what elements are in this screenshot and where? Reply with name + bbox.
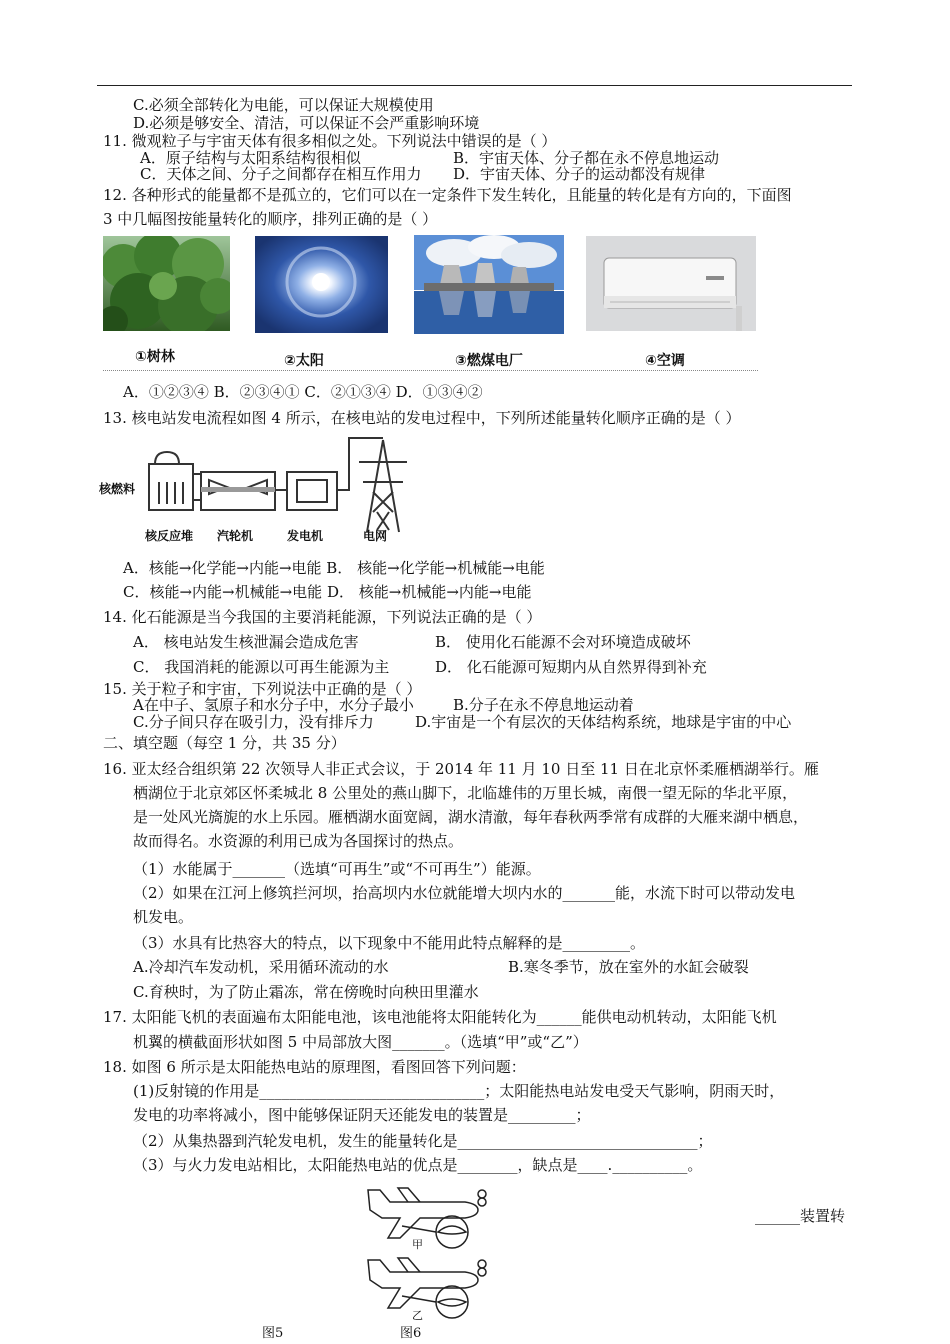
label-reactor: 核反应堆 — [145, 529, 194, 543]
nuclear-plant-diagram — [97, 432, 417, 547]
q13-options-ab: A．核能→化学能→内能→电能 B． 核能→化学能→机械能→电能 — [123, 559, 545, 577]
q12-options: A．①②③④ B．②③④① C．②①③④ D．①③④② — [123, 383, 483, 401]
question-11: 11. 微观粒子与宇宙天体有很多相似之处。下列说法中错误的是（ ） — [103, 132, 557, 150]
q16-sub-3-option-c: C.育秧时，为了防止霜冻，常在傍晚时向秧田里灌水 — [133, 983, 479, 1001]
q11-option-d: D．宇宙天体、分子的运动都没有规律 — [453, 165, 706, 183]
q15-option-a: A在中子、氢原子和水分子中，水分子最小 — [133, 696, 414, 714]
label-jia: 甲 — [412, 1238, 423, 1251]
air-conditioner-photo — [586, 236, 756, 331]
q15-option-b: B.分子在永不停息地运动着 — [453, 696, 634, 714]
q16-line-2: 栖湖位于北京郊区怀柔城北 8 公里处的燕山脚下，北临雄伟的万里长城，南偎一望无际的华北平原， — [133, 784, 798, 802]
question-12-line2: 3 中几幅图按能量转化的顺序，排列正确的是（ ） — [103, 210, 438, 228]
caption-sun: ②太阳 — [284, 353, 324, 369]
label-grid: 电网 — [363, 529, 388, 543]
question-17-line2: 机翼的横截面形状如图 5 中局部放大图_______。（选填“甲”或“乙”） — [133, 1033, 588, 1051]
q16-sub-2a: （2）如果在江河上修筑拦河坝，抬高坝内水位就能增大坝内水的_______能，水流下时可以带动发电 — [133, 884, 796, 902]
question-15: 15. 关于粒子和宇宙，下列说法中正确的是（ ） — [103, 680, 422, 698]
q14-option-b: B． 使用化石能源不会对环境造成破坏 — [435, 633, 691, 651]
question-14: 14. 化石能源是当今我国的主要消耗能源，下列说法正确的是（ ） — [103, 608, 542, 626]
label-turbine: 汽轮机 — [217, 529, 254, 543]
q16-line-3: 是一处风光旖旎的水上乐园。雁栖湖水面宽阔，湖水清澈，每年春秋两季常有成群的大雁来湖中栖息， — [133, 808, 809, 826]
q11-option-b: B．宇宙天体、分子都在永不停息地运动 — [453, 149, 720, 167]
caption-forest: ①树林 — [135, 349, 175, 365]
question-18: 18. 如图 6 所示是太阳能热电站的原理图，看图回答下列问题： — [103, 1058, 526, 1076]
forest-photo — [103, 236, 230, 331]
section-2-heading: 二、填空题（每空 1 分，共 35 分） — [103, 734, 346, 752]
coal-plant-photo — [414, 235, 564, 334]
q16-sub-2b: 机发电。 — [133, 908, 194, 926]
q16-line-1: 16. 亚太经合组织第 22 次领导人非正式会议，于 2014 年 11 月 10 日至 11 日在北京怀柔雁栖湖举行。雁 — [103, 760, 819, 778]
q11-option-c: C．天体之间、分子之间都存在相互作用力 — [140, 165, 422, 183]
sun-photo — [255, 236, 388, 333]
q14-option-a: A． 核电站发生核泄漏会造成危害 — [133, 633, 359, 651]
q13-options-cd: C．核能→内能→机械能→电能 D． 核能→机械能→内能→电能 — [123, 583, 532, 601]
figure-6-caption: 图6 — [400, 1326, 422, 1341]
header-rule — [97, 85, 852, 86]
q15-option-c: C.分子间只存在吸引力，没有排斥力 — [133, 713, 374, 731]
question-16-passage — [103, 757, 855, 853]
figure-5-caption: 图5 — [262, 1326, 284, 1341]
q16-sub-1: （1）水能属于_______（选填“可再生”或“不可再生”）能源。 — [133, 860, 541, 878]
question-12-line1: 12. 各种形式的能量都不是孤立的，它们可以在一定条件下发生转化，且能量的转化是有方向的，下面图 — [103, 186, 792, 204]
question-17-line1: 17. 太阳能飞机的表面遍布太阳能电池，该电池能将太阳能转化为______能供电动机转动，太阳能飞机 — [103, 1008, 777, 1026]
q18-sub-1a: (1)反射镜的作用是______________________________；太阳能热电站发电受天气影响，阴雨天时， — [133, 1082, 785, 1100]
question-13: 13. 核电站发电流程如图 4 所示，在核电站的发电过程中，下列所述能量转化顺序正确的是（ ） — [103, 409, 741, 427]
label-generator: 发电机 — [287, 529, 324, 543]
q18-sub-1b: 发电的功率将减小，图中能够保证阴天还能发电的装置是_________； — [133, 1106, 591, 1124]
option-d-line: D.必须是够安全、清洁，可以保证不会严重影响环境 — [133, 114, 480, 132]
label-yi: 乙 — [412, 1309, 423, 1322]
q16-sub-3-option-b: B.寒冬季节，放在室外的水缸会破裂 — [508, 958, 749, 976]
figure-5-airplanes — [360, 1180, 500, 1330]
q11-option-a: A．原子结构与太阳系结构很相似 — [140, 149, 361, 167]
q15-option-d: D.宇宙是一个有层次的天体结构系统，地球是宇宙的中心 — [415, 713, 792, 731]
right-margin-fragment: ______装置转 — [755, 1207, 846, 1225]
caption-air-conditioner: ④空调 — [645, 353, 685, 369]
q18-sub-2: （2）从集热器到汽轮发电机，发生的能量转化是________________________________； — [133, 1132, 713, 1150]
caption-coal-plant: ③燃煤电厂 — [455, 353, 523, 369]
q16-sub-3: （3）水具有比热容大的特点，以下现象中不能用此特点解释的是_________。 — [133, 934, 646, 952]
q16-line-4: 故而得名。水资源的利用已成为各国探讨的热点。 — [133, 832, 464, 850]
q18-sub-3: （3）与火力发电站相比，太阳能热电站的优点是________，缺点是____.__________。 — [133, 1156, 703, 1174]
option-c-line: C.必须全部转化为电能，可以保证大规模使用 — [133, 96, 434, 114]
q16-sub-3-option-a: A.冷却汽车发动机，采用循环流动的水 — [133, 958, 389, 976]
dotted-divider — [103, 370, 758, 371]
q14-option-d: D． 化石能源可短期内从自然界得到补充 — [435, 658, 707, 676]
label-nuclear-fuel: 核燃料 — [99, 482, 136, 496]
q14-option-c: C． 我国消耗的能源以可再生能源为主 — [133, 658, 390, 676]
